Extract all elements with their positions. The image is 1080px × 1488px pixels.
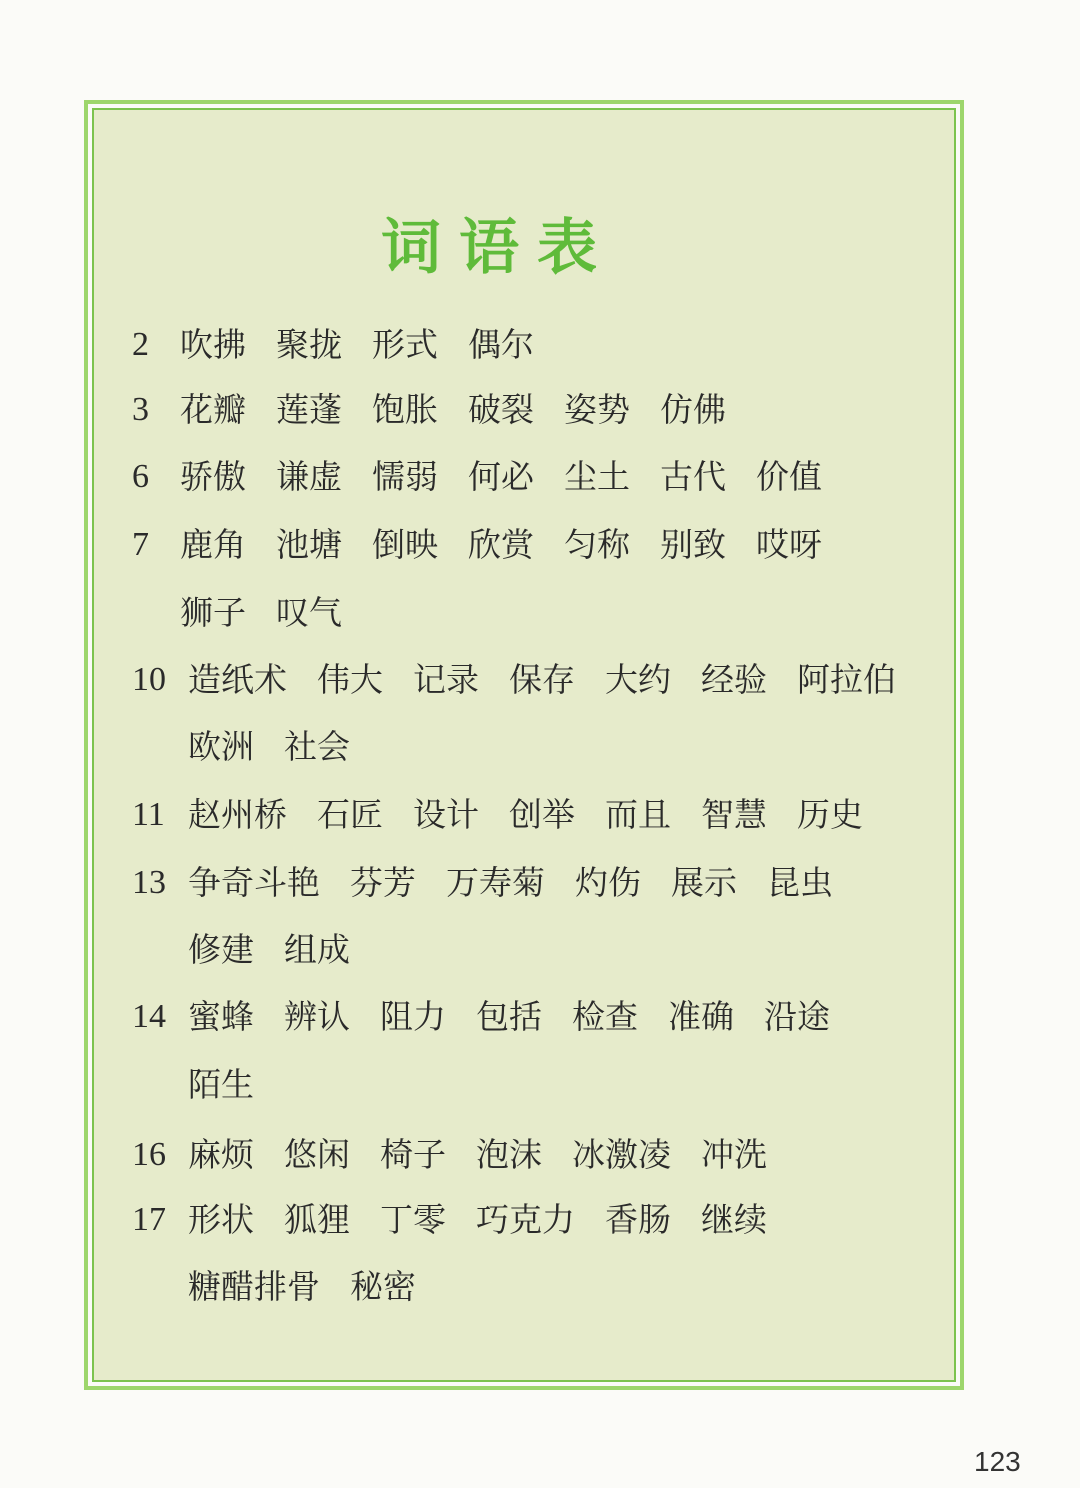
vocab-word: 智慧 xyxy=(701,795,767,834)
lesson-row xyxy=(132,320,932,370)
vocab-word: 巧克力 xyxy=(476,1200,575,1239)
page-title: 词语表 xyxy=(381,213,615,283)
vocab-word: 倒映 xyxy=(372,525,438,564)
vocab-word: 检查 xyxy=(572,997,638,1036)
vocab-word: 陌生 xyxy=(188,1065,254,1104)
vocab-word: 伟大 xyxy=(317,660,383,699)
lesson-row xyxy=(132,992,932,1042)
vocab-word: 创举 xyxy=(509,795,575,834)
vocab-word: 记录 xyxy=(413,660,479,699)
vocab-word: 社会 xyxy=(284,727,350,766)
word-group xyxy=(180,385,756,435)
vocab-word: 聚拢 xyxy=(276,325,342,364)
vocab-word: 莲蓬 xyxy=(276,390,342,429)
vocab-word: 仿佛 xyxy=(660,390,726,429)
vocab-word: 蜜蜂 xyxy=(188,997,254,1036)
lesson-number: 10 xyxy=(132,661,166,698)
vocab-word: 准确 xyxy=(668,997,734,1036)
vocab-word: 昆虫 xyxy=(767,863,833,902)
vocab-word: 保存 xyxy=(509,660,575,699)
word-group xyxy=(180,320,564,370)
lesson-number: 16 xyxy=(132,1136,166,1173)
vocab-word: 偶尔 xyxy=(468,325,534,364)
lesson-row xyxy=(132,858,932,908)
lesson-row-continued xyxy=(188,925,928,975)
lesson-row xyxy=(132,790,932,840)
vocab-word: 冰激凌 xyxy=(572,1135,671,1174)
vocab-word: 麻烦 xyxy=(188,1135,254,1174)
vocab-word: 姿势 xyxy=(564,390,630,429)
vocab-word: 造纸术 xyxy=(188,660,287,699)
vocab-word: 狐狸 xyxy=(284,1200,350,1239)
vocab-word: 阿拉伯 xyxy=(797,660,896,699)
vocab-word: 丁零 xyxy=(380,1200,446,1239)
lesson-row xyxy=(132,655,932,705)
vocab-word: 阻力 xyxy=(380,997,446,1036)
lesson-number: 3 xyxy=(132,391,149,428)
vocab-word: 破裂 xyxy=(468,390,534,429)
vocab-word: 匀称 xyxy=(564,525,630,564)
lesson-row xyxy=(132,520,932,570)
word-group xyxy=(188,790,893,840)
word-group xyxy=(180,520,852,570)
vocab-word: 狮子 xyxy=(180,593,246,632)
word-group xyxy=(188,858,863,908)
word-group xyxy=(188,992,860,1042)
word-group xyxy=(188,1195,797,1245)
word-group xyxy=(188,1130,797,1180)
vocab-word: 谦虚 xyxy=(276,457,342,496)
vocab-word: 古代 xyxy=(660,457,726,496)
vocab-word: 悠闲 xyxy=(284,1135,350,1174)
vocab-word: 修建 xyxy=(188,930,254,969)
vocab-word: 冲洗 xyxy=(701,1135,767,1174)
vocab-word: 沿途 xyxy=(764,997,830,1036)
vocab-word: 吹拂 xyxy=(180,325,246,364)
vocab-word: 争奇斗艳 xyxy=(188,863,320,902)
lesson-number: 6 xyxy=(132,458,149,495)
page-number: 123 xyxy=(974,1446,1021,1477)
vocab-word: 芬芳 xyxy=(350,863,416,902)
vocab-word: 石匠 xyxy=(317,795,383,834)
vocab-word: 秘密 xyxy=(350,1267,416,1306)
lesson-number: 2 xyxy=(132,326,149,363)
vocab-word: 欧洲 xyxy=(188,727,254,766)
word-group xyxy=(180,452,852,502)
vocab-word: 何必 xyxy=(468,457,534,496)
vocab-word: 包括 xyxy=(476,997,542,1036)
lesson-row-continued xyxy=(188,722,928,772)
vocab-word: 价值 xyxy=(756,457,822,496)
vocab-word: 设计 xyxy=(413,795,479,834)
vocab-word: 辨认 xyxy=(284,997,350,1036)
vocab-word: 尘土 xyxy=(564,457,630,496)
vocab-word: 继续 xyxy=(701,1200,767,1239)
lesson-row xyxy=(132,452,932,502)
lesson-row xyxy=(132,1130,932,1180)
vocab-word: 展示 xyxy=(671,863,737,902)
vocab-word: 万寿菊 xyxy=(446,863,545,902)
lesson-row-continued xyxy=(180,588,920,638)
vocab-word: 形状 xyxy=(188,1200,254,1239)
vocab-word: 别致 xyxy=(660,525,726,564)
vocab-word: 鹿角 xyxy=(180,525,246,564)
word-group xyxy=(188,655,926,705)
lesson-row xyxy=(132,1195,932,1245)
vocab-word: 欣赏 xyxy=(468,525,534,564)
vocab-word: 形式 xyxy=(372,325,438,364)
vocab-word: 经验 xyxy=(701,660,767,699)
lesson-number: 14 xyxy=(132,998,166,1035)
vocab-word: 香肠 xyxy=(605,1200,671,1239)
vocab-word: 历史 xyxy=(797,795,863,834)
lesson-number: 17 xyxy=(132,1201,166,1238)
vocab-word: 组成 xyxy=(284,930,350,969)
vocab-word: 骄傲 xyxy=(180,457,246,496)
lesson-number: 13 xyxy=(132,864,166,901)
lesson-row-continued xyxy=(188,1060,928,1110)
lesson-row-continued xyxy=(188,1262,928,1312)
lesson-number: 7 xyxy=(132,526,149,563)
lesson-row xyxy=(132,385,932,435)
vocab-word: 糖醋排骨 xyxy=(188,1267,320,1306)
vocab-word: 大约 xyxy=(605,660,671,699)
vocab-word: 池塘 xyxy=(276,525,342,564)
vocab-word: 而且 xyxy=(605,795,671,834)
vocab-word: 饱胀 xyxy=(372,390,438,429)
vocab-word: 哎呀 xyxy=(756,525,822,564)
vocab-word: 灼伤 xyxy=(575,863,641,902)
vocab-word: 懦弱 xyxy=(372,457,438,496)
vocab-word: 叹气 xyxy=(276,593,342,632)
vocab-word: 泡沫 xyxy=(476,1135,542,1174)
vocab-word: 椅子 xyxy=(380,1135,446,1174)
lesson-number: 11 xyxy=(132,796,165,833)
vocab-word: 花瓣 xyxy=(180,390,246,429)
vocab-word: 赵州桥 xyxy=(188,795,287,834)
